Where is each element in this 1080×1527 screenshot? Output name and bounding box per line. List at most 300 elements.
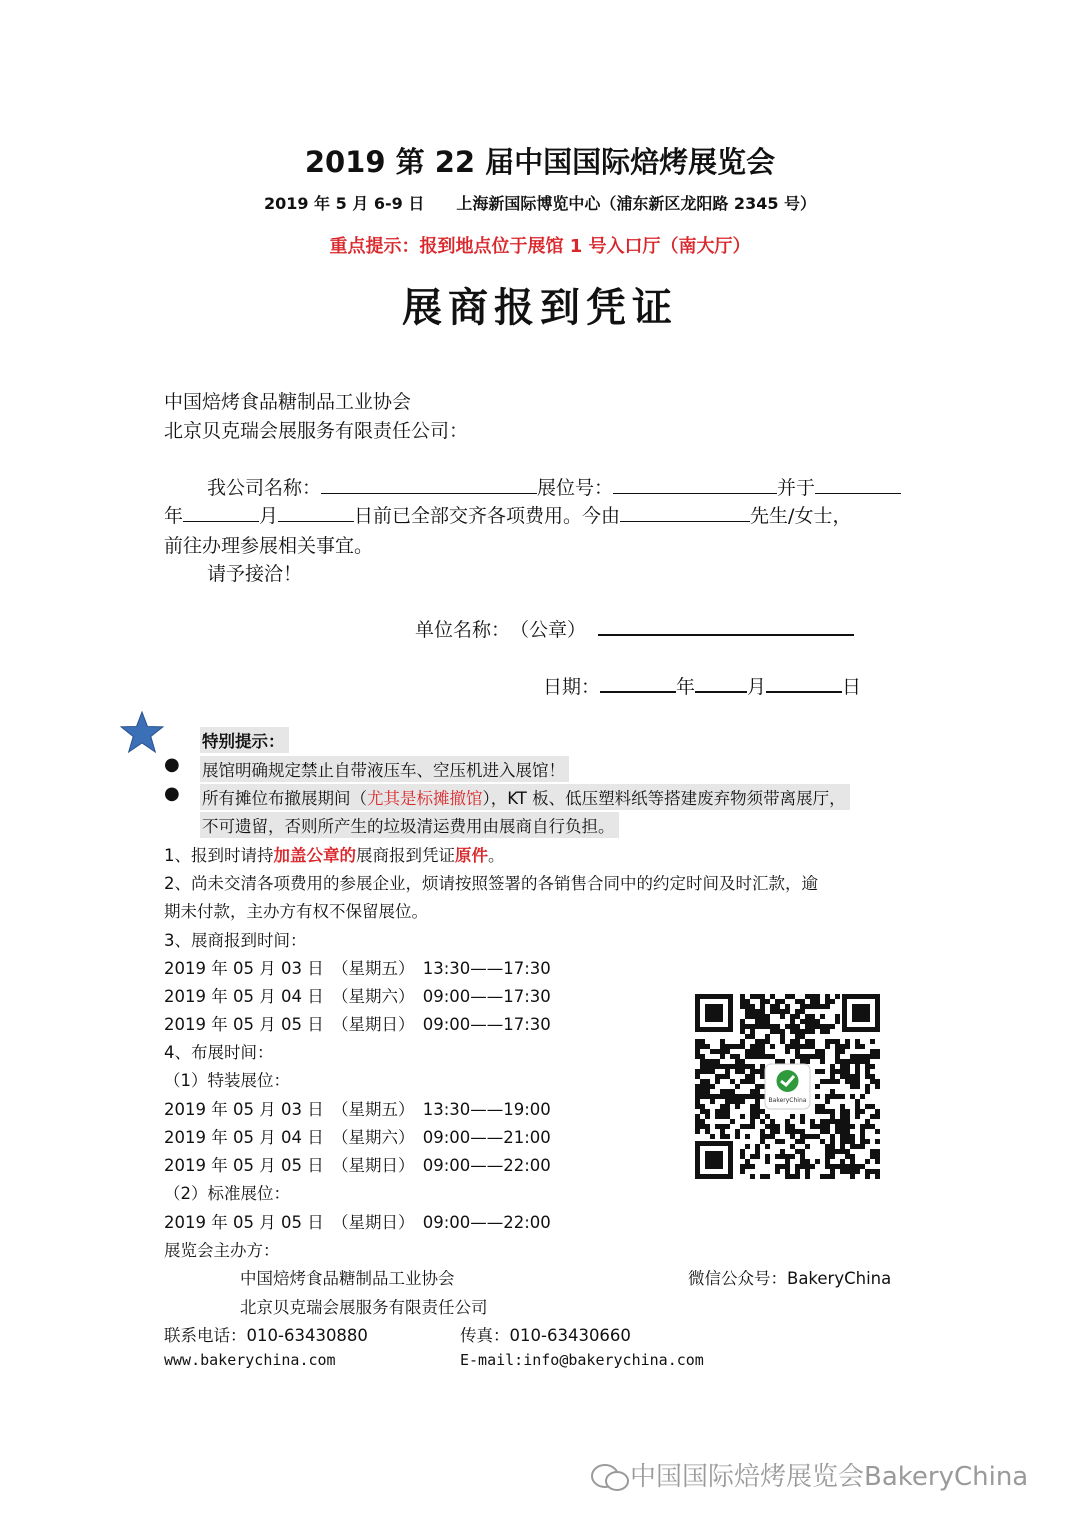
qr-module — [845, 1074, 850, 1079]
form-line-3: 前往办理参展相关事宜。 — [164, 535, 374, 557]
qr-module — [860, 1144, 865, 1149]
unit-name-line — [415, 614, 854, 642]
qr-module — [820, 1174, 825, 1179]
qr-module — [825, 1129, 830, 1134]
qr-module — [760, 1064, 765, 1069]
qr-module — [820, 1139, 825, 1144]
qr-module — [755, 1154, 760, 1159]
qr-module — [765, 1024, 770, 1029]
qr-module — [805, 1044, 810, 1049]
qr-module — [775, 1124, 780, 1129]
qr-module — [800, 1134, 805, 1139]
qr-module — [750, 1094, 755, 1099]
qr-module — [720, 1044, 725, 1049]
qr-module — [820, 1029, 825, 1034]
qr-module — [825, 1154, 830, 1159]
qr-module — [840, 1129, 845, 1134]
qr-module — [735, 1054, 740, 1059]
qr-module — [790, 1014, 795, 1019]
qr-module — [770, 1119, 775, 1124]
email-link[interactable]: E-mail:info@bakerychina.com — [460, 1351, 704, 1369]
qr-module — [770, 1029, 775, 1034]
qr-module — [835, 1129, 840, 1134]
qr-module — [750, 1154, 755, 1159]
qr-module — [745, 1159, 750, 1164]
qr-module — [705, 1044, 710, 1049]
qr-module — [745, 1034, 750, 1039]
qr-module — [870, 1124, 875, 1129]
qr-module — [785, 1049, 790, 1054]
special-booth-row: 2019 年 05 月 04 日 （星期六） 09:00——21:00 — [164, 1128, 551, 1147]
qr-module — [840, 1139, 845, 1144]
qr-module — [855, 1074, 860, 1079]
qr-module — [815, 1054, 820, 1059]
qr-module — [735, 1069, 740, 1074]
qr-module — [850, 1084, 855, 1089]
qr-module — [740, 1019, 745, 1024]
qr-module — [725, 1089, 730, 1094]
qr-module — [740, 1079, 745, 1084]
qr-module — [855, 1039, 860, 1044]
qr-module — [735, 1134, 740, 1139]
qr-module — [860, 1044, 865, 1049]
qr-module — [875, 1054, 880, 1059]
qr-module — [760, 1094, 765, 1099]
qr-module — [855, 1164, 860, 1169]
qr-module — [785, 1124, 790, 1129]
qr-module — [805, 1004, 810, 1009]
qr-module — [700, 1044, 705, 1049]
qr-module — [720, 1074, 725, 1079]
qr-module — [740, 1099, 745, 1104]
qr-module — [745, 1009, 750, 1014]
representative-blank — [620, 503, 750, 522]
qr-module — [745, 1024, 750, 1029]
qr-module — [755, 1044, 760, 1049]
qr-module — [750, 1069, 755, 1074]
qr-module — [845, 1119, 850, 1124]
qr-module — [725, 1124, 730, 1129]
exhibition-date-venue: 2019 年 5 月 6-9 日 上海新国际博览中心（浦东新区龙阳路 2345 号） — [263, 194, 817, 213]
qr-module — [720, 1129, 725, 1134]
qr-module — [755, 994, 760, 999]
qr-module — [830, 1139, 835, 1144]
qr-module — [710, 1134, 715, 1139]
qr-module — [870, 1074, 875, 1079]
qr-module — [845, 1164, 850, 1169]
qr-module — [695, 1074, 700, 1079]
qr-module — [730, 1119, 735, 1124]
qr-module — [865, 1174, 870, 1179]
standard-booth-row: 2019 年 05 月 05 日 （星期日） 09:00——22:00 — [164, 1213, 551, 1232]
qr-module — [865, 1104, 870, 1109]
qr-module — [700, 1109, 705, 1114]
qr-module — [735, 1129, 740, 1134]
qr-module — [835, 1044, 840, 1049]
qr-module — [775, 1004, 780, 1009]
qr-module — [815, 999, 820, 1004]
qr-module — [795, 1024, 800, 1029]
qr-module — [850, 1079, 855, 1084]
qr-module — [760, 1139, 765, 1144]
qr-module — [825, 1099, 830, 1104]
qr-module — [725, 1109, 730, 1114]
qr-module — [800, 1029, 805, 1034]
qr-module — [750, 1089, 755, 1094]
qr-module — [755, 1084, 760, 1089]
qr-module — [865, 1159, 870, 1164]
qr-module — [695, 1044, 700, 1049]
website-link[interactable]: www.bakerychina.com — [164, 1351, 336, 1369]
qr-module — [750, 1029, 755, 1034]
qr-module — [715, 1074, 720, 1079]
qr-module — [850, 1134, 855, 1139]
qr-module — [695, 1039, 700, 1044]
wechat-account: 微信公众号：BakeryChina — [688, 1269, 892, 1288]
qr-module — [830, 1154, 835, 1159]
qr-module — [820, 1119, 825, 1124]
qr-module — [715, 1049, 720, 1054]
qr-module — [790, 1039, 795, 1044]
qr-module — [785, 1119, 790, 1124]
qr-module — [755, 1069, 760, 1074]
qr-module — [720, 1094, 725, 1099]
qr-module — [870, 1149, 875, 1154]
qr-module — [860, 1164, 865, 1169]
qr-module — [800, 1164, 805, 1169]
bullet-2-text-b: ），KT 板、低压塑料纸等搭建废弃物须带离展厅， — [482, 789, 846, 808]
qr-module — [820, 1109, 825, 1114]
qr-module — [750, 1079, 755, 1084]
qr-module — [825, 1094, 830, 1099]
qr-module — [825, 1029, 830, 1034]
qr-module — [805, 1164, 810, 1169]
qr-module — [815, 1094, 820, 1099]
mr-ms-label: 先生/女士， — [750, 505, 852, 527]
qr-module — [785, 1009, 790, 1014]
qr-module — [775, 1139, 780, 1144]
qr-module — [840, 1169, 845, 1174]
qr-module — [700, 1119, 705, 1124]
item-1-red: 加盖公章的 — [273, 846, 356, 865]
organizer-1: 中国焙烤食品糖制品工业协会 — [240, 1269, 455, 1288]
qr-module — [780, 1034, 785, 1039]
qr-module — [785, 994, 790, 999]
qr-module — [725, 1074, 730, 1079]
qr-module — [855, 1084, 860, 1089]
qr-module — [790, 1019, 795, 1024]
qr-module — [760, 1049, 765, 1054]
qr-module — [840, 1119, 845, 1124]
qr-module — [810, 1004, 815, 1009]
qr-module — [785, 1004, 790, 1009]
qr-module — [835, 1019, 840, 1024]
qr-module — [860, 1109, 865, 1114]
item-4-heading: 4、布展时间： — [164, 1043, 274, 1062]
qr-module — [770, 1129, 775, 1134]
qr-module — [810, 1024, 815, 1029]
qr-module — [700, 1094, 705, 1099]
qr-module — [840, 1149, 845, 1154]
qr-module — [705, 1084, 710, 1089]
qr-module — [735, 1104, 740, 1109]
qr-module — [760, 1044, 765, 1049]
qr-module — [755, 1049, 760, 1054]
qr-module — [790, 1144, 795, 1149]
qr-module — [750, 994, 755, 999]
bullet-dot-icon: ● — [164, 754, 180, 775]
qr-module — [780, 1059, 785, 1064]
item-3-heading: 3、展商报到时间： — [164, 931, 307, 950]
qr-module — [735, 1064, 740, 1069]
bullet-dot-icon: ● — [164, 783, 180, 804]
qr-module — [730, 1099, 735, 1104]
qr-module — [750, 1124, 755, 1129]
qr-module — [735, 1044, 740, 1049]
item-1-b: 展商报到凭证 — [356, 846, 455, 865]
qr-module — [730, 1094, 735, 1099]
qr-module — [780, 1139, 785, 1144]
qr-module — [860, 1139, 865, 1144]
qr-module — [790, 1059, 795, 1064]
qr-module — [785, 1024, 790, 1029]
qr-module — [865, 1074, 870, 1079]
standard-booth-heading: （2）标准展位： — [164, 1184, 290, 1203]
qr-module — [865, 1069, 870, 1074]
qr-module — [720, 1089, 725, 1094]
qr-module — [710, 1069, 715, 1074]
qr-module — [755, 1114, 760, 1119]
contact-phone: 联系电话：010-63430880 — [164, 1326, 368, 1345]
qr-module — [745, 1054, 750, 1059]
qr-module — [850, 1144, 855, 1149]
qr-module — [750, 1054, 755, 1059]
qr-module — [875, 1129, 880, 1134]
wechat-icon — [590, 1463, 630, 1493]
qr-module — [755, 1104, 760, 1109]
and-on-label: 并于 — [777, 477, 816, 499]
qr-module — [740, 1149, 745, 1154]
qr-module — [730, 1064, 735, 1069]
contact-fax: 传真：010-63430660 — [460, 1326, 631, 1345]
date-day-label: 日 — [842, 676, 862, 698]
qr-module — [870, 1104, 875, 1109]
qr-module — [840, 1114, 845, 1119]
form-line-2 — [164, 501, 851, 528]
qr-module — [860, 1054, 865, 1059]
qr-module — [875, 1174, 880, 1179]
please-receive: 请予接洽！ — [207, 563, 303, 585]
special-bullet-2-cont: 不可遗留，否则所产生的垃圾清运费用由展商自行负担。 — [200, 812, 619, 838]
qr-module — [875, 1079, 880, 1084]
qr-module — [850, 1139, 855, 1144]
qr-module — [865, 1124, 870, 1129]
qr-module — [800, 999, 805, 1004]
qr-module — [700, 1089, 705, 1094]
special-booth-row: 2019 年 05 月 03 日 （星期五） 13:30——19:00 — [164, 1100, 551, 1119]
qr-module — [770, 1004, 775, 1009]
date-year-blank — [600, 671, 676, 693]
qr-module — [810, 1029, 815, 1034]
qr-module — [705, 1064, 710, 1069]
qr-module — [815, 1069, 820, 1074]
date-day-blank — [766, 671, 842, 693]
qr-module — [795, 1149, 800, 1154]
qr-module — [700, 1039, 705, 1044]
qr-module — [845, 1069, 850, 1074]
qr-module — [815, 1004, 820, 1009]
qr-module — [865, 1169, 870, 1174]
qr-module — [735, 1094, 740, 1099]
qr-module — [785, 1174, 790, 1179]
qr-module — [855, 1059, 860, 1064]
qr-module — [705, 1069, 710, 1074]
qr-module — [875, 1109, 880, 1114]
qr-module — [695, 1069, 700, 1074]
qr-module — [805, 1014, 810, 1019]
qr-module — [865, 1089, 870, 1094]
qr-module — [855, 1054, 860, 1059]
qr-module — [745, 1079, 750, 1084]
qr-module — [855, 1099, 860, 1104]
qr-module — [740, 1124, 745, 1129]
qr-module — [770, 1009, 775, 1014]
qr-module — [790, 1129, 795, 1134]
qr-module — [825, 1044, 830, 1049]
qr-module — [825, 1119, 830, 1124]
qr-module — [715, 1109, 720, 1114]
qr-module — [770, 1044, 775, 1049]
qr-module — [775, 1164, 780, 1169]
qr-module — [740, 1044, 745, 1049]
qr-module — [745, 1064, 750, 1069]
qr-module — [760, 1024, 765, 1029]
qr-module — [800, 1019, 805, 1024]
qr-module — [700, 1104, 705, 1109]
special-bullet-2 — [200, 784, 850, 810]
qr-module — [830, 1144, 835, 1149]
qr-module — [790, 1174, 795, 1179]
qr-module — [850, 1094, 855, 1099]
date-month-blank — [695, 671, 747, 693]
qr-module — [795, 1169, 800, 1174]
qr-module — [850, 1159, 855, 1164]
qr-module — [875, 1114, 880, 1119]
qr-module — [760, 1174, 765, 1179]
qr-module — [825, 1039, 830, 1044]
qr-module — [845, 1169, 850, 1174]
special-notice-heading: 特别提示： — [200, 727, 289, 753]
qr-module — [705, 1124, 710, 1129]
qr-module — [710, 1059, 715, 1064]
qr-module — [770, 1054, 775, 1059]
qr-module — [800, 1129, 805, 1134]
qr-module — [835, 1119, 840, 1124]
qr-module — [745, 1014, 750, 1019]
bullet-2-text-a: 所有摊位布撤展期间（ — [202, 789, 367, 808]
qr-module — [795, 1129, 800, 1134]
qr-module — [740, 1114, 745, 1119]
qr-module — [720, 1054, 725, 1059]
qr-module — [800, 1059, 805, 1064]
qr-module — [875, 1049, 880, 1054]
qr-module — [840, 1124, 845, 1129]
qr-module — [805, 1174, 810, 1179]
qr-module — [715, 1094, 720, 1099]
qr-module — [740, 994, 745, 999]
qr-module — [865, 1064, 870, 1069]
qr-module — [765, 1019, 770, 1024]
qr-module — [835, 1039, 840, 1044]
qr-module — [830, 1094, 835, 1099]
qr-module — [850, 1169, 855, 1174]
qr-module — [750, 1064, 755, 1069]
qr-module — [760, 1119, 765, 1124]
qr-module — [720, 1124, 725, 1129]
qr-module — [830, 1149, 835, 1154]
qr-module — [745, 1074, 750, 1079]
date-line — [543, 671, 861, 699]
qr-module — [750, 1114, 755, 1119]
qr-module — [760, 1014, 765, 1019]
qr-module — [830, 1024, 835, 1029]
qr-module — [810, 1039, 815, 1044]
qr-module — [760, 1039, 765, 1044]
qr-module — [835, 1079, 840, 1084]
exhibition-title: 2019 第 22 届中国国际焙烤展览会 — [304, 145, 776, 179]
qr-module — [855, 1109, 860, 1114]
qr-module — [725, 1134, 730, 1139]
qr-module — [790, 1044, 795, 1049]
qr-module — [835, 1149, 840, 1154]
qr-module — [850, 1154, 855, 1159]
item-2-line-1: 2、尚未交清各项费用的参展企业，烦请按照签署的各销售合同中的约定时间及时汇款，逾 — [164, 874, 818, 893]
qr-module — [750, 1174, 755, 1179]
qr-module — [750, 1104, 755, 1109]
qr-module — [840, 1049, 845, 1054]
bullet-2-red-text: 尤其是标摊撤馆 — [367, 789, 483, 808]
qr-module — [755, 1009, 760, 1014]
qr-module — [745, 1134, 750, 1139]
qr-module — [740, 1169, 745, 1174]
qr-module — [825, 1149, 830, 1154]
qr-module — [840, 1069, 845, 1074]
qr-module — [750, 1164, 755, 1169]
qr-module — [800, 1154, 805, 1159]
qr-module — [695, 1099, 700, 1104]
qr-module — [725, 1044, 730, 1049]
qr-module — [855, 1114, 860, 1119]
qr-module — [800, 1119, 805, 1124]
unit-name-blank — [598, 614, 854, 636]
paid-text: 日前已全部交齐各项费用。今由 — [354, 505, 621, 527]
addressee-line-1: 中国焙烤食品糖制品工业协会 — [164, 391, 412, 413]
qr-module — [695, 1124, 700, 1129]
qr-module — [825, 994, 830, 999]
qr-module — [805, 1029, 810, 1034]
qr-module — [825, 1004, 830, 1009]
qr-module — [720, 1109, 725, 1114]
qr-module — [775, 1009, 780, 1014]
qr-module — [755, 1109, 760, 1114]
qr-module — [830, 1164, 835, 1169]
qr-module — [825, 999, 830, 1004]
qr-module — [735, 1059, 740, 1064]
qr-module — [860, 1134, 865, 1139]
qr-module — [705, 1089, 710, 1094]
qr-module — [805, 1019, 810, 1024]
qr-module — [800, 1159, 805, 1164]
